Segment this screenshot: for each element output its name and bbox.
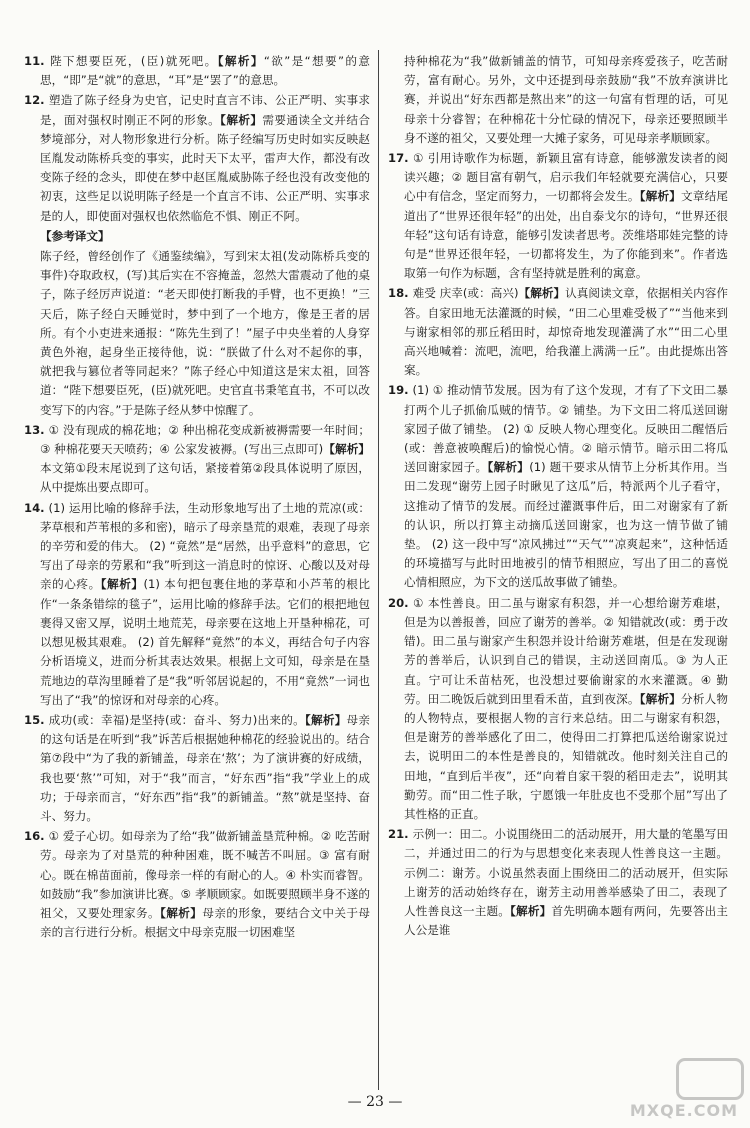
watermark-text: MXQE.COM — [629, 1101, 738, 1120]
answer-text: 塑造了陈子经身为史官，记史时直言不讳、公正严明、实事求是，面对强权时刚正不阿的形象。 — [40, 93, 370, 127]
analysis-text: 文章结尾道出了“世界还很年轻”的出处，出自泰戈尔的诗句，“世界还很年轻”这句话有诗意，能够引发读者思考。茨维塔耶娃完整的诗句是“世界还很年轻，一切都将发生，为了你能到来”。作者选取第一句作为标题，含有坚持就是胜利的寓意。 — [404, 189, 728, 281]
answer-text: ① 引用诗歌作为标题，新颖且富有诗意，能够激发读者的阅读兴趣；② 题目富有朝气，启示我们年轻就要充满信心，只要心中有信念，坚定而努力，一切都将会发生。 — [404, 151, 728, 204]
answer-item — [388, 381, 728, 592]
analysis-text: 母亲的形象，要结合文中关于母亲的言行进行分析。根据文中母亲克服一切困难坚 — [40, 905, 370, 940]
question-number: 16. — [24, 829, 45, 844]
answer-text: (1) ① 推动情节发展。因为有了这个发现，才有了下文田二暴打两个儿子抓偷瓜贼的情节。② 铺垫。为下文田二将瓜送回谢家园子做了铺垫。 (2) ① 反映人物心理变化。反映田二醒悟后(或：善意被唤醒后)的愉悦心情。② 暗示情节。暗示田二将瓜送回谢家园子。 — [404, 383, 728, 475]
question-number: 14. — [24, 500, 45, 515]
analysis-text: 首先明确本题有两问，先要答出主人公是谁 — [404, 903, 728, 938]
question-number: 12. — [24, 93, 45, 108]
analysis-text: 认真阅读文章，依据相关内容作答。自家田地无法灌溉的时候，“田二心里难受极了”“当他来到与谢家相邻的那丘稻田时，却惊奇地发现灌满了水”“田二心里高兴地喊着：流吧，流吧，给我灌上满满一丘”。由此提炼出答案。 — [404, 286, 728, 378]
watermark-badge-icon — [676, 1058, 744, 1100]
page-number: — 23 — — [347, 1094, 403, 1110]
answer-item — [24, 52, 370, 90]
analysis-tag: 【解析】 — [304, 712, 347, 727]
analysis-tag: 【解析】 — [100, 577, 144, 592]
question-number: 20. — [388, 595, 409, 610]
analysis-text: 母亲的这句话是在听到“我”诉苦后根据她种棉花的经验说出的。结合第⑦段中“为了我的新铺盖，母亲在‘熬’；为了演讲赛的好成绩，我也要‘熬’”可知，对于“我”而言，“好东西”指“我”学业上的成功；于母亲而言，“好东西”指“我”的新铺盖。“熬”就是坚持、奋斗、努力。 — [40, 712, 370, 823]
analysis-tag: 【解析】 — [487, 460, 530, 475]
answer-item — [24, 711, 370, 826]
answer-text: ① 爱子心切。如母亲为了给“我”做新铺盖垦荒种棉。② 吃苦耐劳。母亲为了对垦荒的种种困难，既不喊苦不叫屈。③ 富有耐心。既在棉苗面前，像母亲一样的有耐心的人。④ 朴实而睿智。如鼓励“我”参加演讲比赛。⑤ 孝顺顾家。如既要照顾半身不遂的祖父，又要处理家务。 — [40, 829, 370, 920]
analysis-text: 需要通读全文并结合梦境部分，对人物形象进行分析。陈子经编写历史时如实反映赵匡胤发动陈桥兵变的事实，此时天下太平，雷声大作，都没有改变陈子经的念头，即使在梦中赵匡胤威胁陈子经也没有改变他的初衷，这些足以说明陈子经是一个直言不讳、公正严明、实事求是的人，即使面对强权也依然临危不惧、刚正不阿。 — [40, 112, 370, 223]
question-number: 15. — [24, 712, 45, 727]
question-number: 19. — [388, 383, 409, 398]
answer-text: 陛下想要臣死，(臣)就死吧。 — [48, 54, 218, 68]
section-heading: 【参考译文】 — [40, 228, 110, 243]
analysis-text: 分析人物的人物特点，要根据人物的言行来总结。田二与谢家有积怨，但是谢芳的善举感化了田二，使得田二打算把瓜送给谢家说过去，说明田二的本性是善良的，知错就改。他时刻关注自己的田地，“直到后半夜”，还“向着自家干裂的稻田走去”，说明其勤劳。而“田二性子耿，宁愿饿一年肚皮也不受那个屈”写出了其性格的正直。 — [404, 691, 728, 821]
answer-item — [24, 499, 370, 710]
left-column — [24, 52, 370, 1072]
analysis-text: “欲”是“想要”的意思，“即”是“就”的意思，“耳”是“罢了”的意思。 — [40, 54, 370, 88]
analysis-tag: 【解析】 — [217, 54, 264, 68]
answer-text: 难受 庆幸(或：高兴) — [412, 286, 519, 301]
answer-item — [388, 594, 728, 824]
analysis-text: (1) 本句把包裹住地的茅草和小芦苇的根比作“一条条错综的毯子”，运用比喻的修辞手法。它们的根把地包裹得又密又厚，说明土地荒芜，母亲要在这地上开垦种棉花，可以想见极其艰难。 (2) 首先解释“竟然”的本义，再结合句子内容分析语境义，进而分析其表达效果。根据上文可知，母亲是在垦荒地边的草沟里睡着了是“我”听邻居说起的，不用“竟然”一词也写出了“我”的惊讶和对母亲的心疼。 — [40, 577, 370, 707]
answer-item — [388, 825, 728, 940]
analysis-tag: 【解析】 — [518, 286, 566, 301]
answer-item — [24, 421, 370, 498]
analysis-tag: 【解析】 — [160, 905, 203, 920]
answer-text: ① 本性善良。田二虽与谢家有积怨，并一心想给谢芳难堪，但是为以善报善，回应了谢芳的善举。② 知错就改(或：勇于改错)。田二虽与谢家产生积怨并设计给谢芳难堪，但是在发现谢芳的善举后，认识到自己的错误，主动送回南瓜。③ 为人正直。宁可让禾苗枯死，也没想过要偷谢家的水来灌溉。④ 勤劳。田二晚饭后就到田里看禾苗，直到夜深。 — [404, 595, 728, 706]
analysis-text: 本文第①段末尾说到了这句话，紧接着第②段具体说明了原因，从中提炼出要点即可。 — [40, 461, 370, 495]
answer-item — [388, 284, 728, 380]
analysis-tag: 【解析】 — [323, 442, 370, 457]
analysis-tag: 【解析】 — [639, 691, 682, 706]
analysis-tag: 【解析】 — [220, 112, 263, 127]
question-number: 18. — [388, 286, 409, 301]
answer-item — [24, 827, 370, 942]
answer-text: 成功(或：幸福)是坚持(或：奋斗、努力)出来的。 — [48, 712, 305, 727]
question-number: 11. — [24, 54, 45, 68]
question-number: 21. — [388, 827, 409, 842]
analysis-text: (1) 题干要求从情节上分析其作用。当田二发现“谢劳上园子时瞅见了这瓜”后，特派两个儿子看守，这推动了情节的发展。而经过灌溉事件后，田二对谢家有了新的认识，所以打算主动摘瓜送回谢家，也为这一情节做了铺垫。 (2) 这一段中写“凉风拂过”“天气”“凉爽起来”，这种恬适的环境描写与此时田地被引的情节相照应，写出了田二的喜悦心情相照应，为下文的送瓜故事做了铺垫。 — [404, 460, 728, 590]
question-number: 13. — [24, 422, 45, 437]
watermark-logo — [594, 1058, 744, 1120]
analysis-tag: 【解析】 — [510, 903, 552, 918]
answer-item — [388, 149, 728, 283]
translation-paragraph: 陈子经，曾经创作了《通鉴续编》，写到宋太祖(发动陈桥兵变的事件)夺取政权，(写)其后实在不容掩盖，忽然大雷震动了他的桌子，陈子经厉声说道：“老天即使打断我的手臂，也不更换！”三天后，陈子经白天睡觉时，梦中到了一个地方，像是王者的居所。有个小吏进来通报：“陈先生到了！”屋子中央坐着的人身穿黄色外袍，起身坐正接待他，说：“朕做了什么对不起你的事，就把我与篡位者等同起来？”陈子经心中知道这是宋太祖，回答道：“陛下想要臣死，(臣)就死吧。史官直书秉笔直书，不可以改变写下的内容。”于是陈子经从梦中惊醒了。 — [40, 249, 370, 417]
right-column — [388, 52, 728, 1072]
answer-text: (1) 运用比喻的修辞手法，生动形象地写出了土地的荒凉(或：茅草根和芦苇根的多和密)，暗示了母亲垦荒的艰难，表现了母亲的辛劳和爱的伟大。 (2) “竟然”是“居然，出乎意料”的意思，它写出了母亲的劳累和“我”听到这一消息时的惊讶、心酸以及对母亲的心疼。 — [40, 500, 370, 592]
answer-text: 示例一：田二。小说围绕田二的活动展开，用大量的笔墨写田二，并通过田二的行为与思想变化来表现人性善良这一主题。 示例二：谢芳。小说虽然表面上围绕田二的活动展开，但实际上谢芳的活动始终存在，谢芳主动用善举感染了田二，表现了人性善良这一主题。 — [404, 827, 728, 918]
analysis-tag: 【解析】 — [639, 189, 682, 204]
continued-analysis: 持种棉花为“我”做新铺盖的情节，可知母亲疼爱孩子，吃苦耐劳，富有耐心。另外，文中还提到母亲鼓励“我”不放弃演讲比赛，并说出“好东西都是熬出来”的这一句富有哲理的话，可见母亲十分睿智；在种棉花十分忙碌的情况下，母亲还要照顾半身不遂的祖父，又要处理一大摊子家务，可见母亲孝顺顾家。 — [404, 54, 728, 145]
question-number: 17. — [388, 151, 409, 166]
answer-item — [24, 91, 370, 225]
column-divider — [378, 50, 379, 1090]
answer-text: ① 没有现成的棉花地；② 种出棉花变成新被褥需要一年时间；③ 种棉花要天天喷药；④ 公家发被褥。(写出三点即可) — [40, 422, 370, 457]
